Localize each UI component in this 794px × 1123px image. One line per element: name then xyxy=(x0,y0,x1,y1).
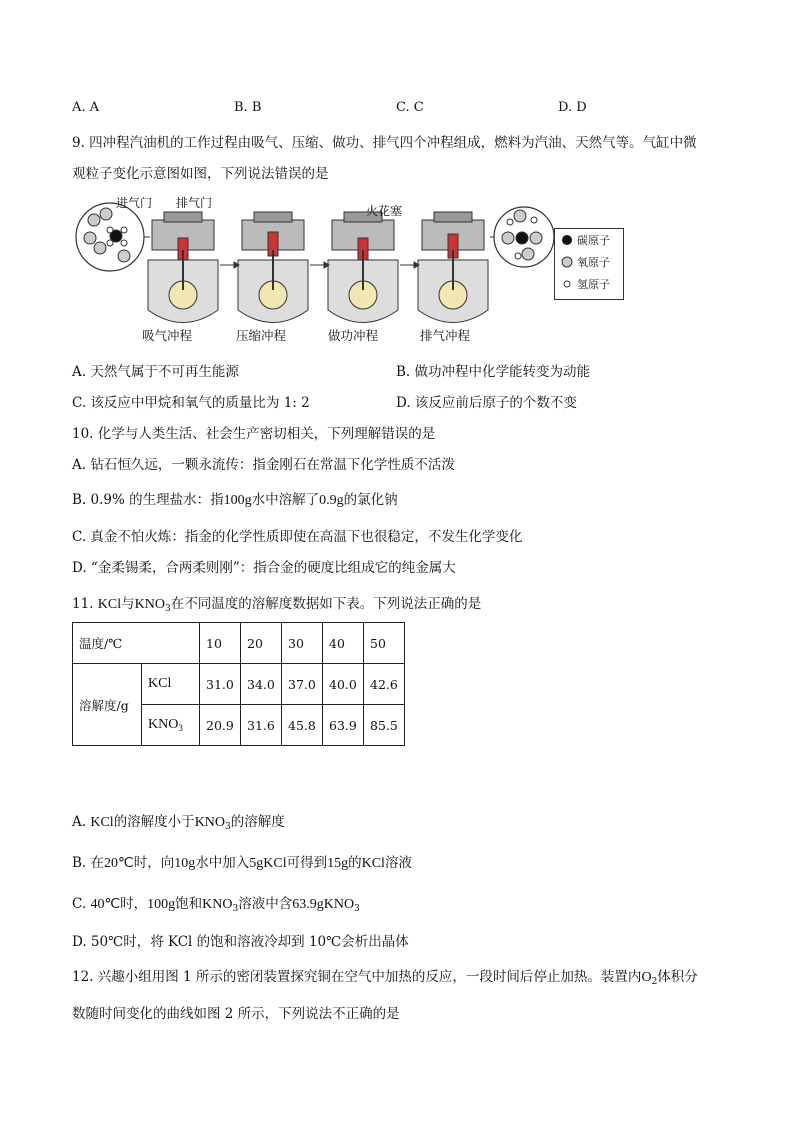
q11-option-b: B. 在20℃时，向10g水中加入5gKCl可得到15g的KCl溶液 xyxy=(72,855,412,871)
table-kcl-label: KCl xyxy=(142,664,200,705)
legend-oxygen: 氧原子 xyxy=(555,251,623,273)
q12-stem-line2: 数随时间变化的曲线如图 2 所示，下列说法不正确的是 xyxy=(72,1006,400,1022)
q10-stem: 10. 化学与人类生活、社会生产密切相关，下列理解错误的是 xyxy=(72,426,436,442)
option-b: B. B xyxy=(234,100,262,115)
q9-stem-line2: 观粒子变化示意图如图，下列说法错误的是 xyxy=(72,166,329,182)
engine-exhaust xyxy=(418,212,488,323)
label-spark-plug: 火花塞 xyxy=(366,204,403,218)
q10-option-d: D. “金柔锡柔，合两柔则刚”：指合金的硬度比组成它的纯金属大 xyxy=(72,560,456,576)
q12-stem-line1: 12. 兴趣小组用图 1 所示的密闭装置探究铜在空气中加热的反应，一段时间后停止加热。装置内$O_2$体积分 xyxy=(72,969,698,987)
engine-compression xyxy=(238,212,308,323)
option-d: D. D xyxy=(558,100,587,115)
legend-carbon: 碳原子 xyxy=(555,229,623,251)
option-c: C. C xyxy=(396,100,424,115)
q9-option-d: D. 该反应前后原子的个数不变 xyxy=(396,395,577,411)
stroke-label-power: 做功冲程 xyxy=(328,328,379,343)
q11-stem: 11. KCl与$KNO_3$在不同温度的溶解度数据如下表。下列说法正确的是 xyxy=(72,596,482,614)
reactant-particles-bubble xyxy=(76,203,150,271)
engine-power xyxy=(328,212,398,323)
stroke-label-compression: 压缩冲程 xyxy=(236,328,287,343)
q9-option-c: C. 该反应中甲烷和氧气的质量比为 1: 2 xyxy=(72,395,310,411)
legend-hydrogen: 氢原子 xyxy=(555,273,623,295)
table-sol-header: 溶解度/g xyxy=(73,664,142,746)
option-a: A. A xyxy=(72,100,100,115)
product-particles-bubble xyxy=(490,207,554,267)
q9-option-b: B. 做功冲程中化学能转变为动能 xyxy=(396,364,591,380)
table-temp-header: 温度/℃ xyxy=(73,623,200,664)
q10-option-a: A. 钻石恒久远，一颗永流传：指金刚石在常温下化学性质不活泼 xyxy=(72,457,455,473)
q10-option-c: C. 真金不怕火炼：指金的化学性质即使在高温下也很稳定，不发生化学变化 xyxy=(72,529,523,545)
q11-option-a: A. KCl的溶解度小于$KNO_3$的溶解度 xyxy=(72,814,285,832)
atom-legend xyxy=(554,228,624,300)
q9-option-a: A. 天然气属于不可再生能源 xyxy=(72,364,239,380)
table-kno3-label: $KNO_3$ xyxy=(142,705,200,746)
stroke-label-exhaust: 排气冲程 xyxy=(420,328,471,343)
stroke-label-intake: 吸气冲程 xyxy=(142,328,193,343)
q11-option-d: D. 50℃时，将 KCl 的饱和溶液冷却到 10℃会析出晶体 xyxy=(72,934,409,950)
engine-intake xyxy=(148,212,218,323)
q11-option-c: C. 40℃时，100g饱和$KNO_3$溶液中含63.9gKNO$_3$ xyxy=(72,896,360,914)
q10-option-b: B. 0.9% 的生理盐水：指100g水中溶解了0.9g的氯化钠 xyxy=(72,492,398,508)
label-exhaust-valve: 排气门 xyxy=(176,196,213,210)
solubility-table: 温度/℃ 10 20 30 40 50 溶解度/g KCl 31.0 34.0 37.0 40.0 42.6 $KNO_3$ 20.9 31.6 45.8 63.9 85.5 xyxy=(72,622,405,746)
label-intake-valve: 进气门 xyxy=(116,196,153,210)
q9-stem-line1: 9. 四冲程汽油机的工作过程由吸气、压缩、做功、排气四个冲程组成，燃料为汽油、天然气等。气缸中微 xyxy=(72,135,697,151)
